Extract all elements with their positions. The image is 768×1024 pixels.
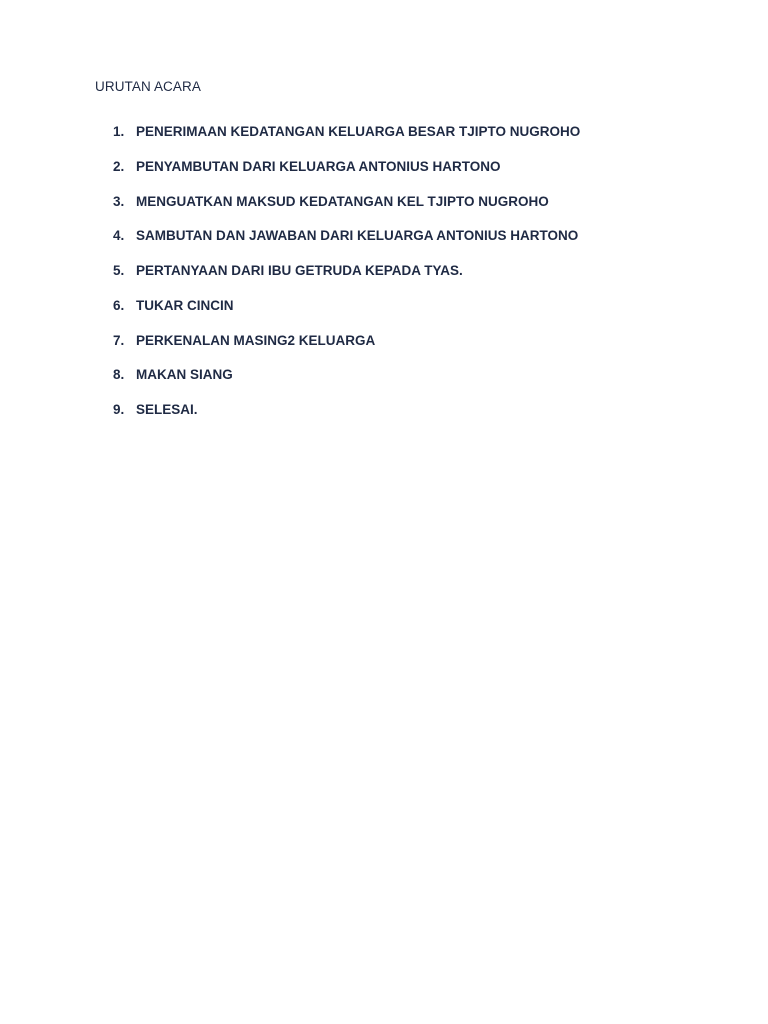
agenda-item-number: 1. — [113, 124, 125, 139]
agenda-item-text: SAMBUTAN DAN JAWABAN DARI KELUARGA ANTONIUS HARTONO — [136, 228, 579, 244]
agenda-item-number: 2. — [113, 158, 125, 174]
agenda-item-number: 3. — [113, 193, 125, 209]
agenda-item-number: 4. — [113, 228, 125, 244]
agenda-item — [0, 159, 768, 194]
document-heading: URUTAN ACARA — [95, 79, 201, 94]
agenda-item-number: 5. — [113, 263, 125, 278]
agenda-item — [0, 228, 768, 263]
agenda-item-text: PENERIMAAN KEDATANGAN KELUARGA BESAR TJIPTO NUGROHO — [136, 124, 581, 139]
agenda-item-number: 9. — [113, 402, 125, 417]
agenda-item — [0, 194, 768, 229]
agenda-list — [0, 124, 768, 437]
agenda-item-text: PERKENALAN MASING2 KELUARGA — [136, 332, 376, 348]
agenda-item-text: SELESAI. — [136, 402, 198, 417]
agenda-item-number: 8. — [113, 367, 125, 383]
agenda-item-text: TUKAR CINCIN — [136, 297, 234, 313]
agenda-item — [0, 402, 768, 437]
agenda-item-text: MENGUATKAN MAKSUD KEDATANGAN KEL TJIPTO NUGROHO — [136, 193, 549, 209]
agenda-item — [0, 333, 768, 368]
agenda-item — [0, 263, 768, 298]
agenda-item-text: MAKAN SIANG — [136, 367, 233, 383]
agenda-item — [0, 298, 768, 333]
agenda-item — [0, 124, 768, 159]
agenda-item-number: 6. — [113, 297, 125, 313]
agenda-item-text: PENYAMBUTAN DARI KELUARGA ANTONIUS HARTONO — [136, 158, 501, 174]
agenda-item-number: 7. — [113, 332, 125, 348]
agenda-item — [0, 367, 768, 402]
agenda-item-text: PERTANYAAN DARI IBU GETRUDA KEPADA TYAS. — [136, 263, 463, 278]
